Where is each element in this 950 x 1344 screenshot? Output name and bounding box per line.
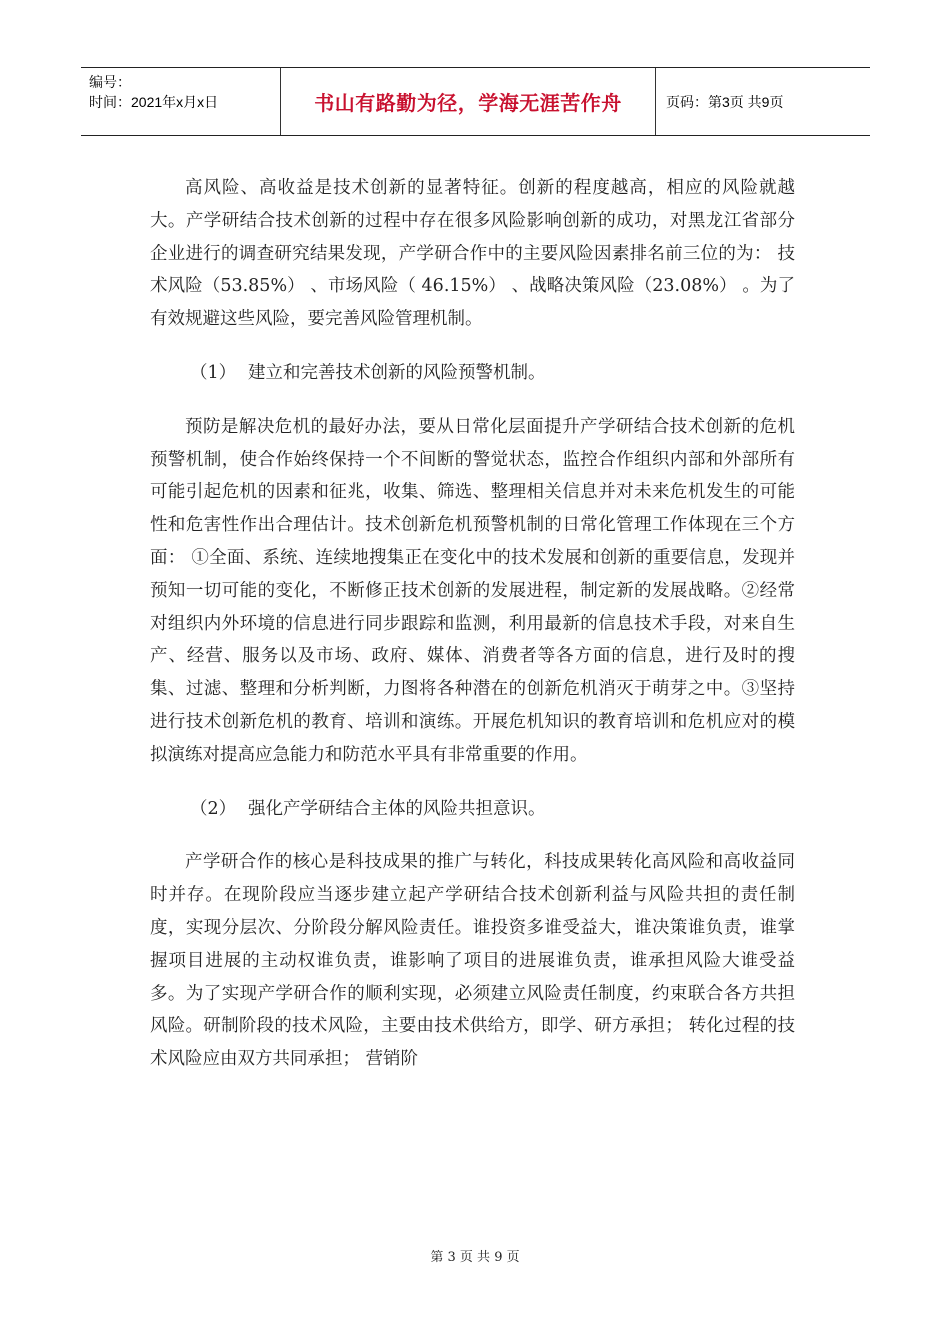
header-motto: 书山有路勤为径，学海无涯苦作舟 (281, 68, 656, 135)
section-heading-2-text: 强化产学研结合主体的风险共担意识。 (248, 798, 546, 819)
header-number-label: 编号： (89, 74, 131, 90)
header-meta (81, 68, 281, 135)
paragraph-3: 产学研合作的核心是科技成果的推广与转化，科技成果转化高风险和高收益同时并存。在现阶段应当逐步建立起产学研结合技术创新利益与风险共担的责任制度，实现分层次、分阶段分解风险责任。谁投资多谁受益大，谁决策谁负责，谁掌握项目进展的主动权谁负责，谁影响了项目的进展谁负责，谁承担风险大谁受益多。为了实现产学研合作的顺利实现，必须建立风险责任制度，约束联合各方共担风险。研制阶段的技术风险，主要由技术供给方，即学、研方承担； 转化过程的技术风险应由双方共同承担； 营销阶 (150, 852, 795, 1070)
paragraph-2: 预防是解决危机的最好办法，要从日常化层面提升产学研结合技术创新的危机预警机制，使合作始终保持一个不间断的警觉状态，监控合作组织内部和外部所有可能引起危机的因素和征兆，收集、筛选、整理相关信息并对未来危机发生的可能性和危害性作出合理估计。技术创新危机预警机制的日常化管理工作体现在三个方面： ①全面、系统、连续地搜集正在变化中的技术发展和创新的重要信息，发现并预知一切可能的变化，不断修正技术创新的发展进程，制定新的发展战略。②经常对组织内外环境的信息进行同步跟踪和监测，利用最新的信息技术手段，对来自生产、经营、服务以及市场、政府、媒体、消费者等各方面的信息，进行及时的搜集、过滤、整理和分析判断，力图将各种潜在的创新危机消灭于萌芽之中。③坚持进行技术创新危机的教育、培训和演练。开展危机知识的教育培训和危机应对的模拟演练对提高应急能力和防范水平具有非常重要的作用。 (150, 416, 795, 765)
section-heading-2 (150, 793, 795, 826)
header-page-code: 页码：第3页 共9页 (666, 93, 784, 110)
section-heading-1-text: 建立和完善技术创新的风险预警机制。 (248, 362, 546, 383)
page-footer: 第 3 页 共 9 页 (430, 1250, 520, 1265)
header-date: 时间：2021年x月x日 (89, 94, 219, 110)
document-body (150, 172, 795, 1076)
section-heading-1 (150, 357, 795, 390)
page-header (81, 67, 870, 136)
section-heading-2-number: （2） (190, 798, 237, 819)
paragraph-1: 高风险、高收益是技术创新的显著特征。创新的程度越高，相应的风险就越大。产学研结合技术创新的过程中存在很多风险影响创新的成功，对黑龙江省部分企业进行的调查研究结果发现，产学研合作中的主要风险因素排名前三位的为： 技术风险（53.85%） 、市场风险（ 46.15%） 、战略决策风险（23.08%） 。为了有效规避这些风险，要完善风险管理机制。 (150, 178, 795, 330)
section-heading-1-number: （1） (190, 362, 237, 383)
